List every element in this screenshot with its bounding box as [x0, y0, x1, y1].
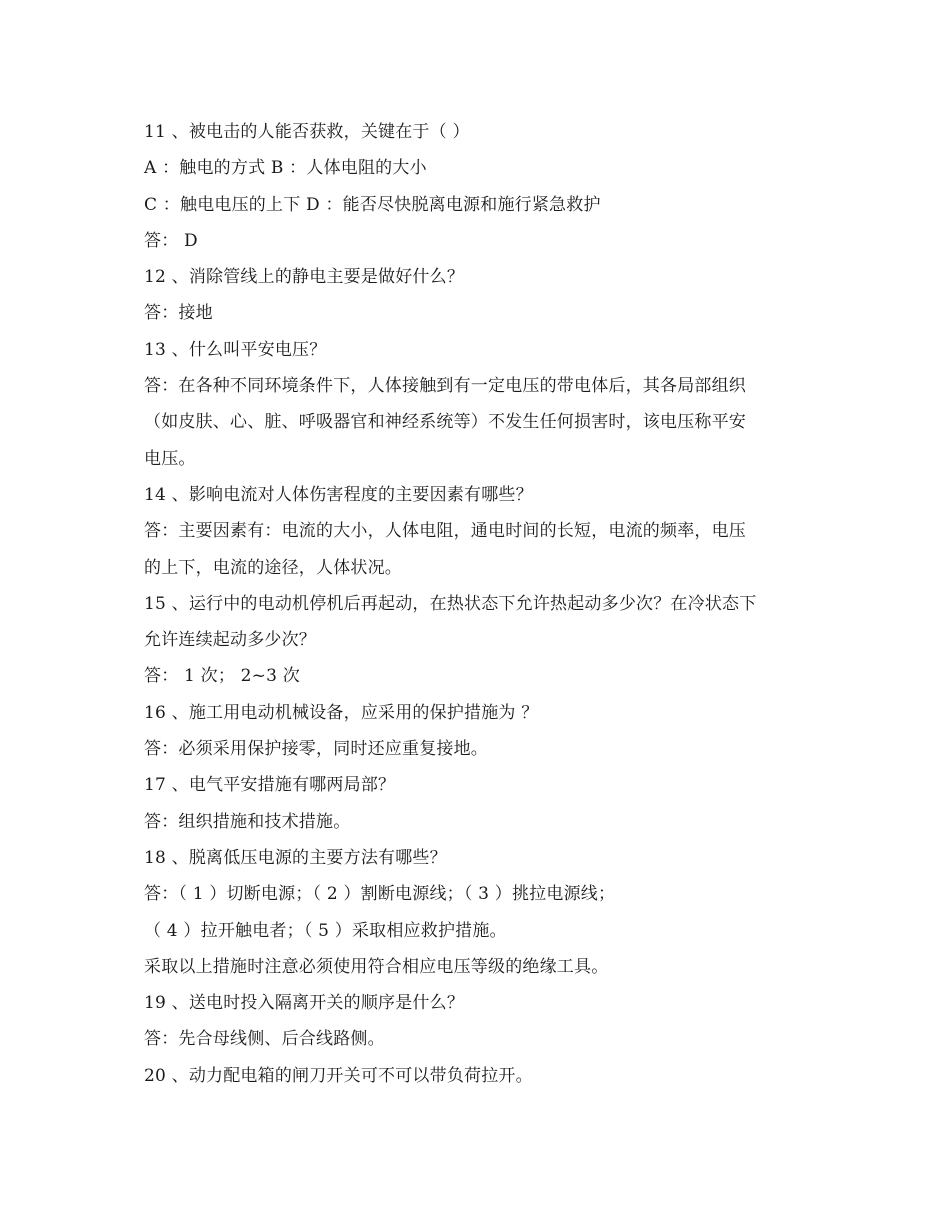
question-18: 18 、脱离低压电源的主要方法有哪些？: [144, 847, 447, 868]
answer-17: 答：组织措施和技术措施。: [144, 811, 351, 832]
document-body: [144, 114, 814, 1094]
options-a-b: A ：触电的方式 B ：人体电阻的大小: [144, 158, 427, 179]
answer-12: 答：接地: [144, 303, 213, 324]
answer-18-line-2: （ 4 ）拉开触电者；（ 5 ）采取相应救护措施。: [144, 920, 507, 941]
answer-18-line-1: 答：（ 1 ）切断电源；（ 2 ）割断电源线；（ 3 ）挑拉电源线；: [144, 884, 616, 905]
answer-15: 答： 1 次； 2~3 次: [144, 666, 300, 687]
question-15-line-1: 15 、运行中的电动机停机后再起动，在热状态下允许热起动多少次？在冷状态下: [144, 593, 757, 614]
answer-18-note: 采取以上措施时注意必须使用符合相应电压等级的绝缘工具。: [144, 956, 609, 977]
answer-19: 答：先合母线侧、后合线路侧。: [144, 1029, 385, 1050]
answer-16: 答：必须采用保护接零，同时还应重复接地。: [144, 739, 488, 760]
question-12: 12 、消除管线上的静电主要是做好什么？: [144, 267, 465, 288]
question-11: 11 、被电击的人能否获救，关键在于（ ）: [144, 122, 470, 142]
answer-13-line-1: 答：在各种不同环境条件下，人体接触到有一定电压的带电体后，其各局部组织: [144, 376, 746, 397]
question-17: 17 、电气平安措施有哪两局部？: [144, 775, 396, 796]
answer-13-line-2: （如皮肤、心、脏、呼吸器官和神经系统等）不发生任何损害时，该电压称平安: [144, 412, 746, 433]
answer-14-line-1: 答：主要因素有：电流的大小，人体电阻，通电时间的长短，电流的频率，电压: [144, 521, 746, 542]
options-c-d: C ：触电电压的上下 D ：能否尽快脱离电源和施行紧急救护: [144, 194, 601, 215]
question-16: 16 、施工用电动机械设备，应采用的保护措施为 ？: [144, 702, 539, 723]
question-20: 20 、动力配电箱的闸刀开关可不可以带负荷拉开。: [144, 1065, 533, 1086]
answer-11: 答： D: [144, 230, 198, 251]
question-13: 13 、什么叫平安电压？: [144, 339, 327, 360]
question-19: 19 、送电时投入隔离开关的顺序是什么？: [144, 993, 465, 1014]
question-15-line-2: 允许连续起动多少次？: [144, 630, 316, 651]
answer-13-line-3: 电压。: [144, 448, 196, 469]
question-14: 14 、影响电流对人体伤害程度的主要因素有哪些？: [144, 484, 533, 505]
answer-14-line-2: 的上下，电流的途径，人体状况。: [144, 557, 402, 578]
